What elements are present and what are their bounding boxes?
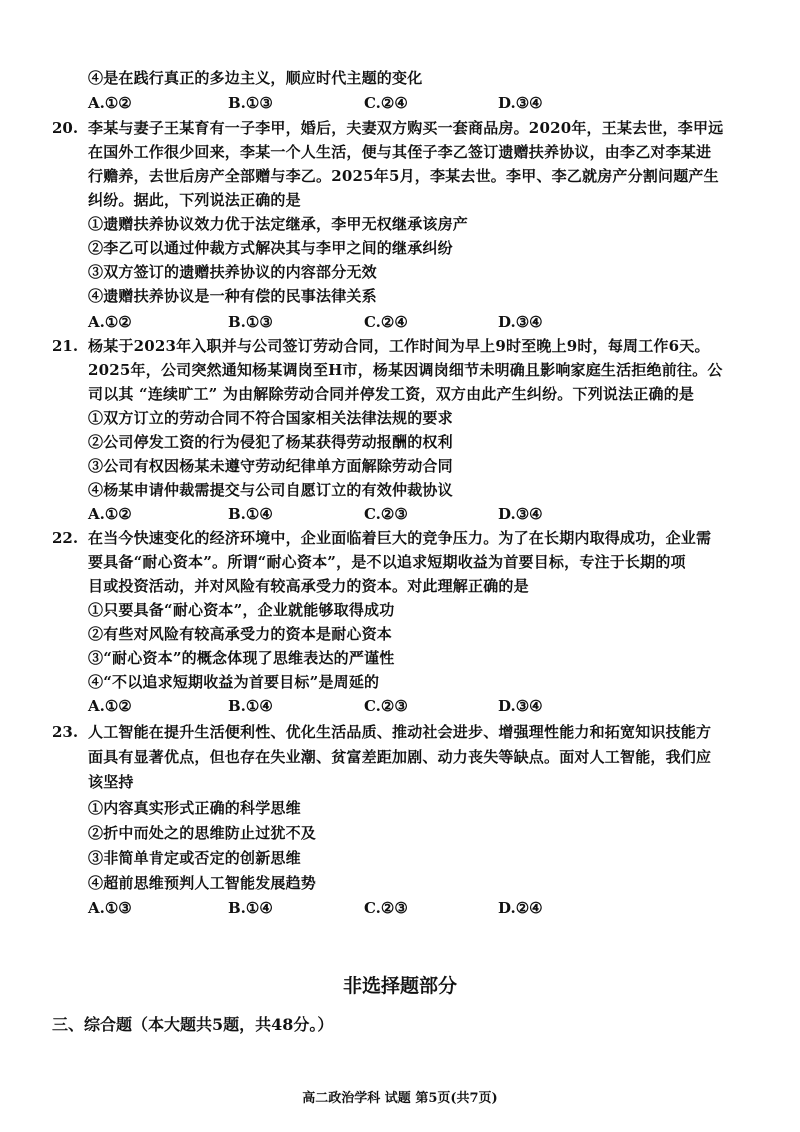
q21-option-b[interactable]: B.①④ [228,505,273,523]
q23-option-c[interactable]: C.②③ [364,899,408,917]
q21-statement-4: ④杨某申请仲裁需提交与公司自愿订立的有效仲裁协议 [88,481,453,499]
q20-option-d[interactable]: D.③④ [498,313,543,331]
q23-statement-1: ①内容真实形式正确的科学思维 [88,799,301,817]
q23-options [88,898,688,918]
part-three-heading: 三、综合题（本大题共5题，共48分。） [52,1015,334,1034]
q23-option-a[interactable]: A.①③ [88,899,132,917]
q20-stem-line: 李某与妻子王某育有一子李甲，婚后，夫妻双方购买一套商品房。2020年，王某去世，李甲远 [88,119,724,137]
q21-number: 21. [52,337,79,355]
q21-stem-line: 司以其 “连续旷工” 为由解除劳动合同并停发工资，双方由此产生纠纷。下列说法正确的是 [88,385,695,403]
q22-option-d[interactable]: D.③④ [498,697,543,715]
q20-option-c[interactable]: C.②④ [364,313,408,331]
q19-option-c[interactable]: C.②④ [364,94,408,112]
q21-option-d[interactable]: D.③④ [498,505,543,523]
q22-stem-line: 要具备“耐心资本”。所谓“耐心资本”，是不以追求短期收益为首要目标，专注于长期的项 [88,553,686,571]
q23-option-b[interactable]: B.①④ [228,899,273,917]
q19-option-a[interactable]: A.①② [88,94,132,112]
q21-option-c[interactable]: C.②③ [364,505,408,523]
q22-stem-line: 目或投资活动，并对风险有较高承受力的资本。对此理解正确的是 [88,577,529,595]
q20-stem-line: 在国外工作很少回来，李某一个人生活，便与其侄子李乙签订遗赠扶养协议，由李乙对李某进 [88,143,712,161]
q22-number: 22. [52,529,79,547]
page-footer: 高二政治学科 试题 第5页(共7页) [302,1091,498,1106]
q22-statement-4: ④“不以追求短期收益为首要目标”是周延的 [88,673,380,691]
q19-options [88,93,688,113]
section-title: 非选择题部分 [342,975,457,997]
q22-stem-line: 在当今快速变化的经济环境中，企业面临着巨大的竞争压力。为了在长期内取得成功，企业需 [88,529,712,547]
q22-option-b[interactable]: B.①④ [228,697,273,715]
q21-options [88,504,688,524]
q19-option-b[interactable]: B.①③ [228,94,273,112]
q22-statement-1: ①只要具备“耐心资本”，企业就能够取得成功 [88,601,395,619]
q21-statement-3: ③公司有权因杨某未遵守劳动纪律单方面解除劳动合同 [88,457,453,475]
q20-statement-4: ④遗赠扶养协议是一种有偿的民事法律关系 [88,287,377,305]
q20-stem-line: 行赡养，去世后房产全部赠与李乙。2025年5月，李某去世。李甲、李乙就房产分割问题产生 [88,167,719,185]
q22-statement-2: ②有些对风险有较高承受力的资本是耐心资本 [88,625,393,643]
q20-number: 20. [52,119,79,137]
q19-option-d[interactable]: D.③④ [498,94,543,112]
q22-statement-3: ③“耐心资本”的概念体现了思维表达的严谨性 [88,649,395,667]
q23-option-d[interactable]: D.②④ [498,899,543,917]
q23-statement-4: ④超前思维预判人工智能发展趋势 [88,874,317,892]
q22-option-a[interactable]: A.①② [88,697,132,715]
q21-stem-line: 杨某于2023年入职并与公司签订劳动合同，工作时间为早上9时至晚上9时，每周工作6天。 [88,337,710,355]
q21-option-a[interactable]: A.①② [88,505,132,523]
q23-number: 23. [52,723,79,741]
q21-stem-line: 2025年，公司突然通知杨某调岗至H市，杨某因调岗细节未明确且影响家庭生活拒绝前往。公 [88,361,723,379]
q21-statement-2: ②公司停发工资的行为侵犯了杨某获得劳动报酬的权利 [88,433,453,451]
q23-stem-line: 面具有显著优点，但也存在失业潮、贫富差距加剧、动力丧失等缺点。面对人工智能，我们应 [88,748,712,766]
q23-statement-2: ②折中而处之的思维防止过犹不及 [88,824,317,842]
q20-statement-3: ③双方签订的遗赠扶养协议的内容部分无效 [88,263,377,281]
q20-options [88,312,688,332]
q20-statement-2: ②李乙可以通过仲裁方式解决其与李甲之间的继承纠纷 [88,239,453,257]
q20-option-b[interactable]: B.①③ [228,313,273,331]
q22-option-c[interactable]: C.②③ [364,697,408,715]
q20-statement-1: ①遗赠扶养协议效力优于法定继承，李甲无权继承该房产 [88,215,469,233]
q23-statement-3: ③非简单肯定或否定的创新思维 [88,849,301,867]
q22-options [88,696,688,716]
q20-stem-line: 纠纷。据此，下列说法正确的是 [88,191,301,209]
q20-option-a[interactable]: A.①② [88,313,132,331]
q23-stem-line: 该坚持 [88,773,134,791]
q19-statement-4: ④是在践行真正的多边主义，顺应时代主题的变化 [88,69,423,87]
q23-stem-line: 人工智能在提升生活便利性、优化生活品质、推动社会进步、增强理性能力和拓宽知识技能方 [88,723,712,741]
q21-statement-1: ①双方订立的劳动合同不符合国家相关法律法规的要求 [88,409,453,427]
